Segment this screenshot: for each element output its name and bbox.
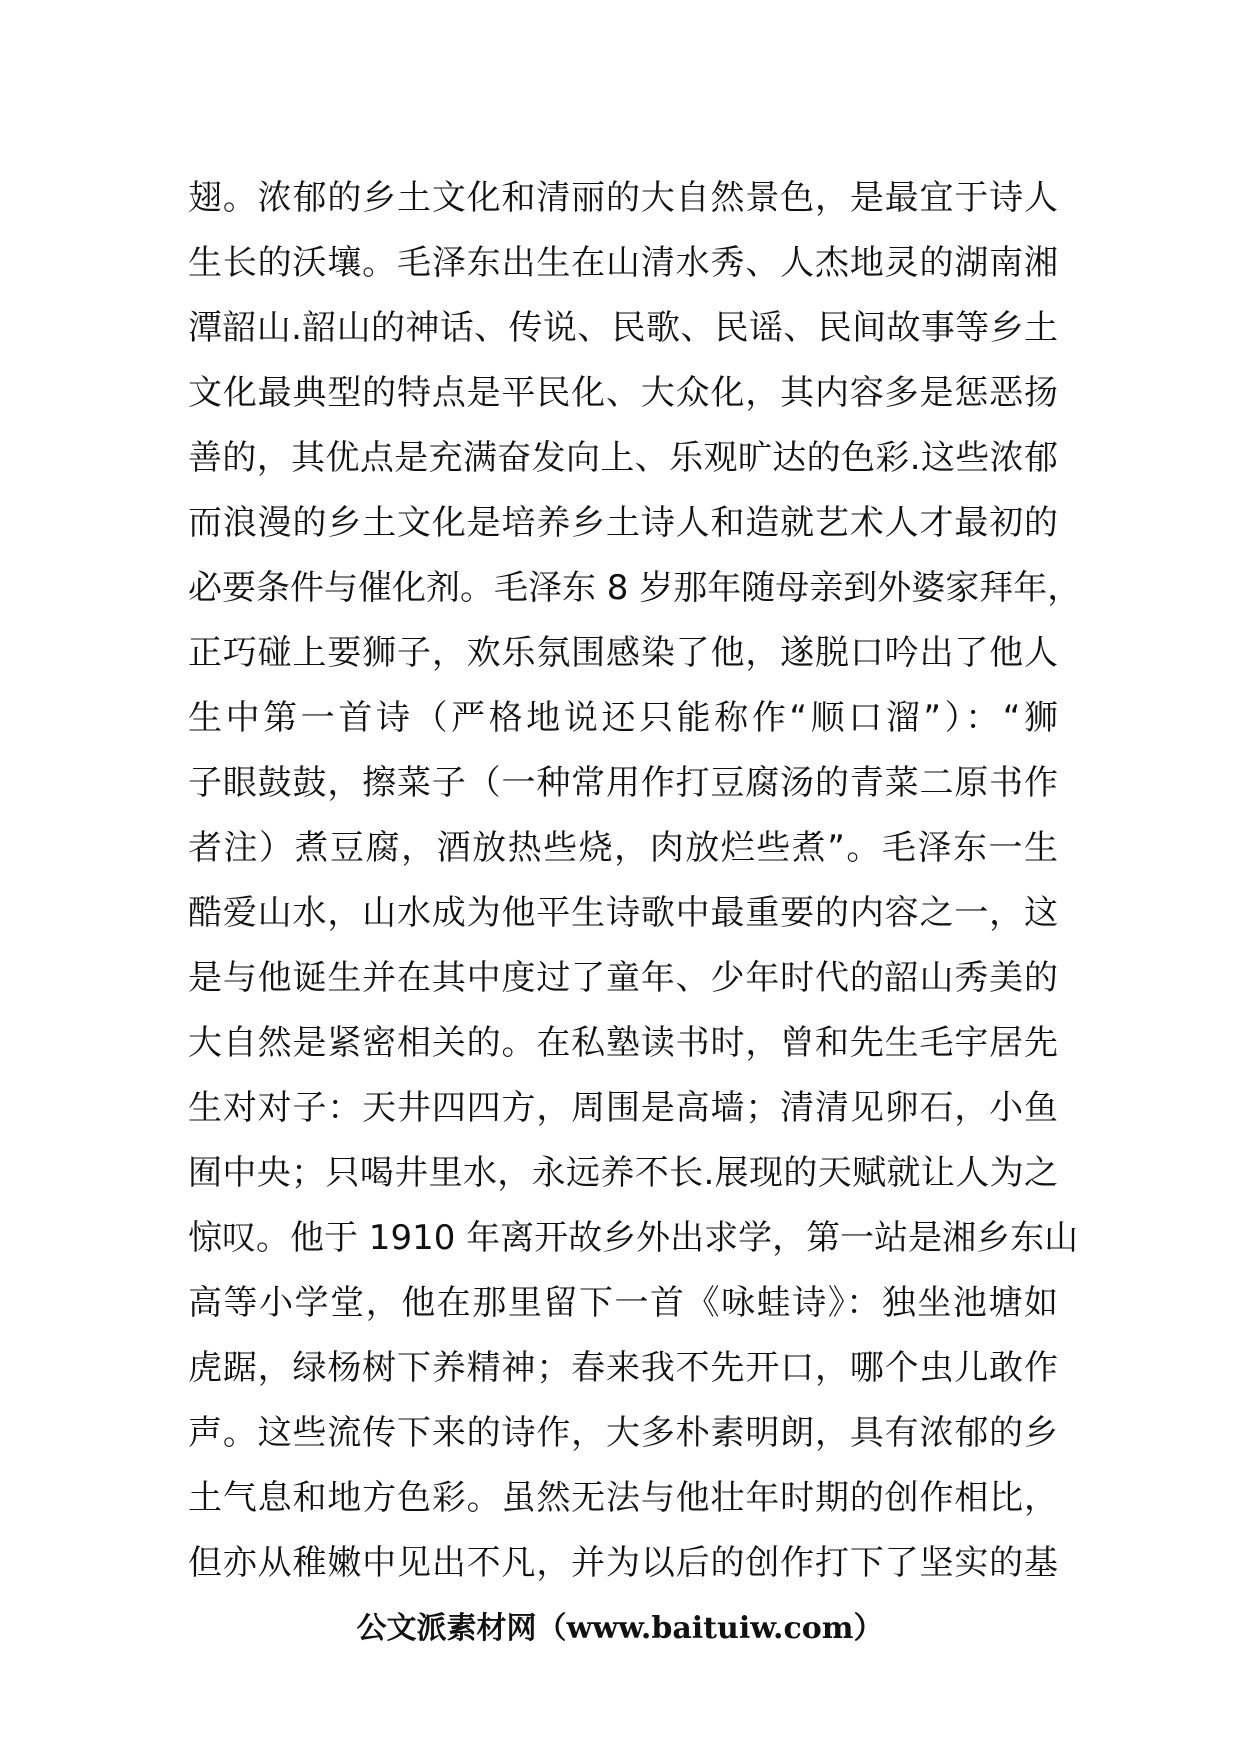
text-line: 翅。浓郁的乡土文化和清丽的大自然景色，是最宜于诗人 xyxy=(188,178,1058,218)
text-line: 而浪漫的乡土文化是培养乡土诗人和造就艺术人才最初的 xyxy=(188,503,1058,543)
text-line: 文化最典型的特点是平民化、大众化，其内容多是惩恶扬 xyxy=(188,373,1058,413)
text-line: 子眼鼓鼓，擦菜子（一种常用作打豆腐汤的青菜二原书作 xyxy=(188,763,1058,803)
text-line: 声。这些流传下来的诗作，大多朴素明朗，具有浓郁的乡 xyxy=(188,1413,1058,1453)
page-footer: 公文派素材网（www.baituiw.com） xyxy=(356,1611,884,1646)
text-line: 酷爱山水，山水成为他平生诗歌中最重要的内容之一，这 xyxy=(188,893,1058,933)
text-line: 正巧碰上要狮子，欢乐氛围感染了他，遂脱口吟出了他人 xyxy=(188,633,1058,673)
text-line: 生长的沃壤。毛泽东出生在山清水秀、人杰地灵的湖南湘 xyxy=(188,243,1058,283)
text-line: 虎踞，绿杨树下养精神；春来我不先开口，哪个虫儿敢作 xyxy=(188,1348,1058,1388)
text-line: 土气息和地方色彩。虽然无法与他壮年时期的创作相比， xyxy=(188,1478,1058,1518)
text-line: 大自然是紧密相关的。在私塾读书时，曾和先生毛宇居先 xyxy=(188,1023,1058,1063)
text-line: 高等小学堂，他在那里留下一首《咏蛙诗》：独坐池塘如 xyxy=(188,1283,1058,1323)
text-line: 囿中央；只喝井里水，永远养不长.展现的天赋就让人为之 xyxy=(188,1153,1058,1193)
text-line: 善的，其优点是充满奋发向上、乐观旷达的色彩.这些浓郁 xyxy=(188,438,1058,478)
text-line: 潭韶山.韶山的神话、传说、民歌、民谣、民间故事等乡土 xyxy=(188,308,1058,348)
body-text xyxy=(188,166,1082,1596)
text-line: 必要条件与催化剂。毛泽东 8 岁那年随母亲到外婆家拜年， xyxy=(188,568,1082,608)
text-line: 惊叹。他于 1910 年离开故乡外出求学，第一站是湘乡东山 xyxy=(188,1218,1079,1258)
text-line: 是与他诞生并在其中度过了童年、少年时代的韶山秀美的 xyxy=(188,958,1058,998)
text-line: 生对对子：天井四四方，周围是高墙；清清见卵石，小鱼 xyxy=(188,1088,1058,1128)
text-line: 者注）煮豆腐，酒放热些烧，肉放烂些煮”。毛泽东一生 xyxy=(188,828,1058,868)
text-line: 生中第一首诗（严格地说还只能称作“顺口溜”）：“狮 xyxy=(188,698,1058,738)
text-line: 但亦从稚嫩中见出不凡，并为以后的创作打下了坚实的基 xyxy=(188,1543,1058,1583)
